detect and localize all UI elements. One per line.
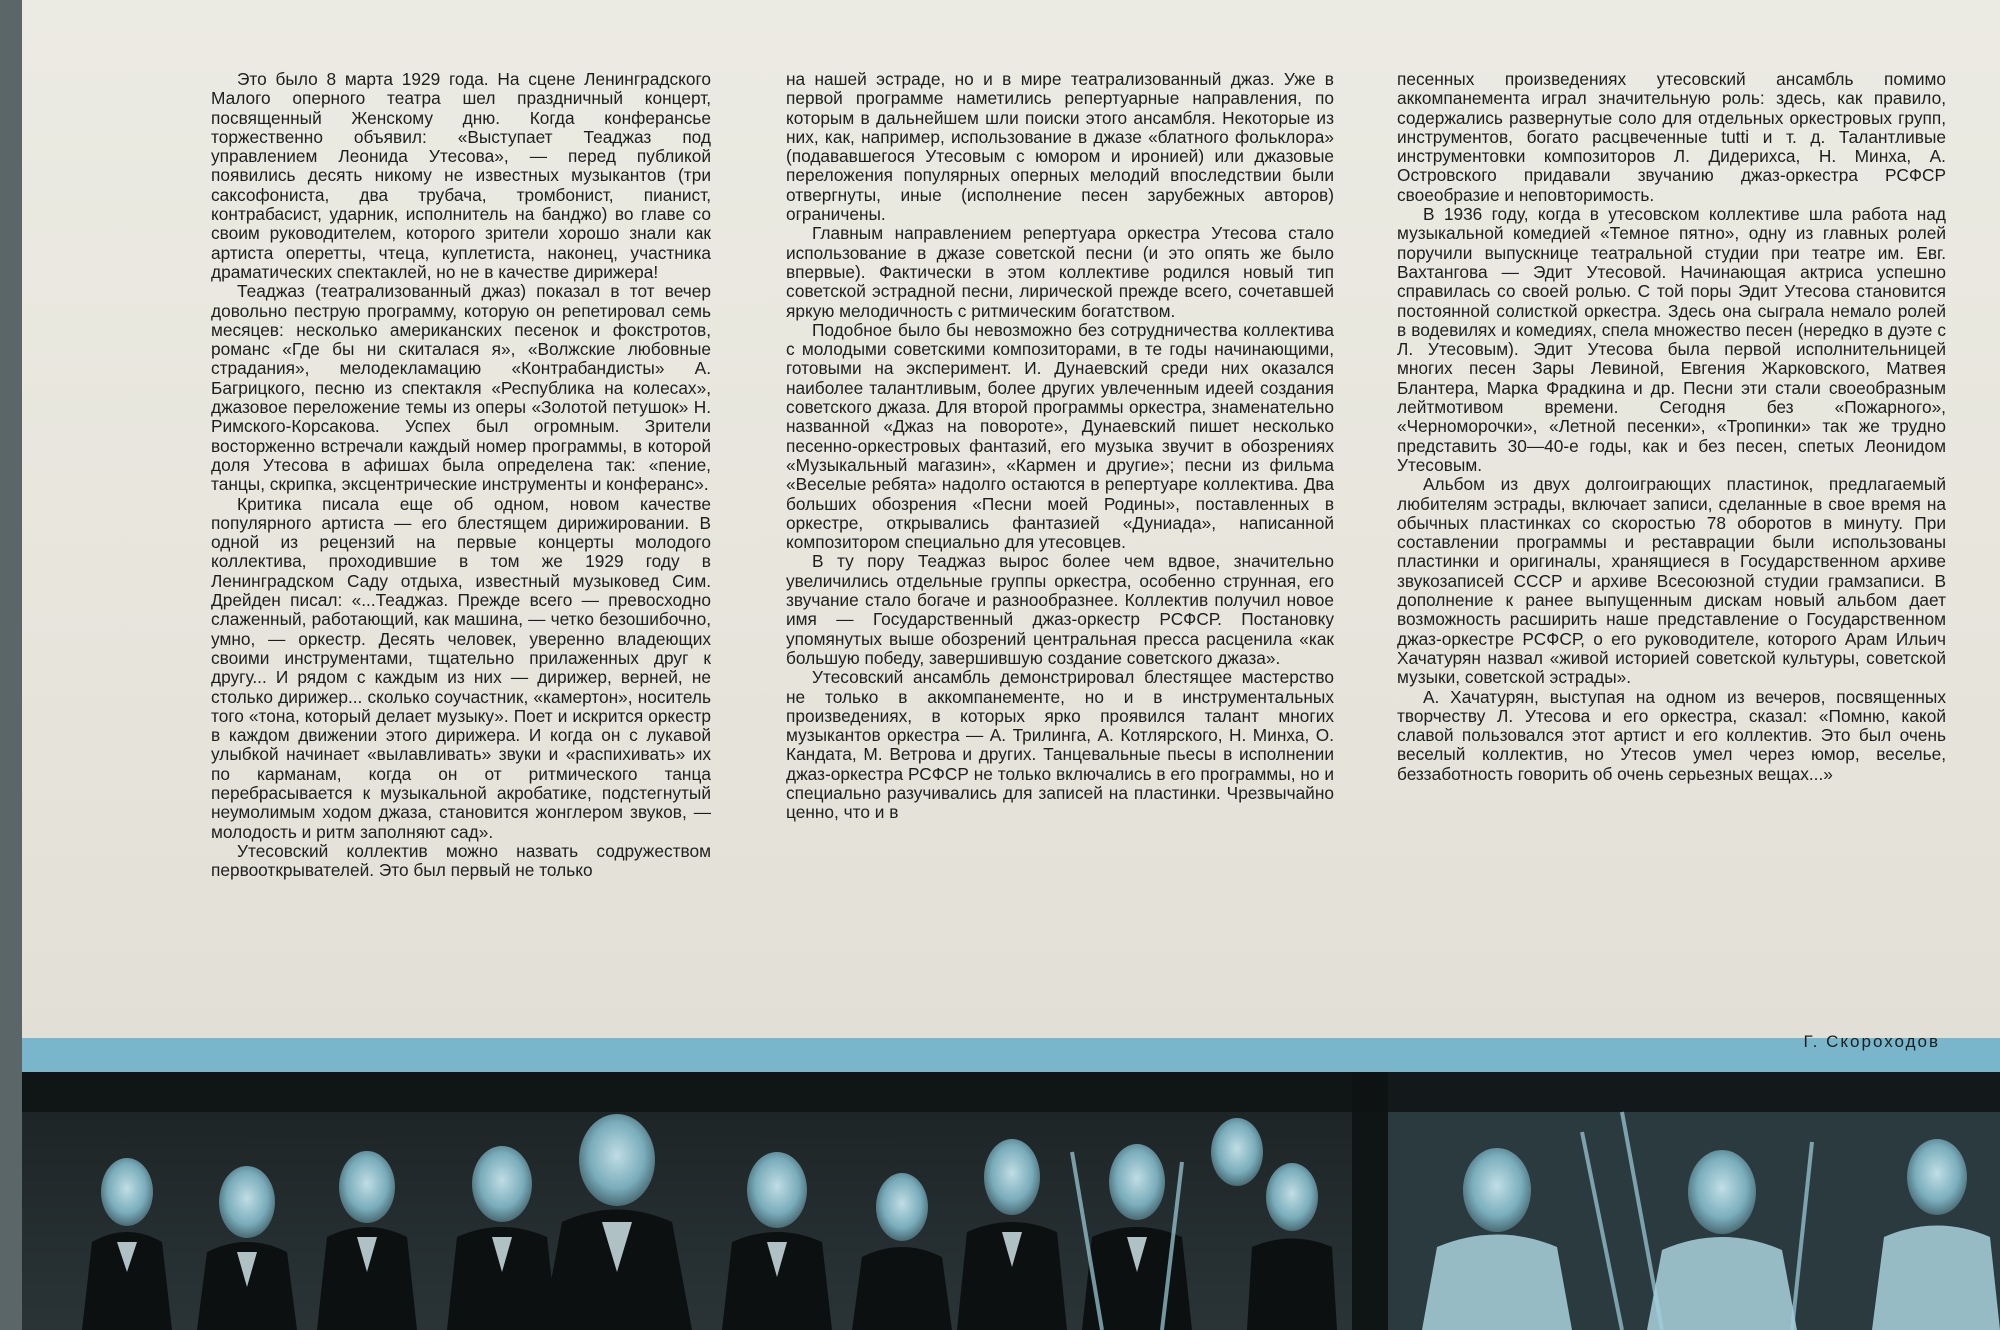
paragraph: Подобное было бы невозможно без сотрудничества коллектива с молодыми советскими композиторами, в те годы начинающими, готовыми на эксперимент. И. Дунаевский среди них оказался наиболее талантливым, более других увлеченным идеей создания советского джаза. Для второй программы оркестра, знаменательно названной «Джаз на повороте», Дунаевский пишет несколько песенно-оркестровых фантазий, его музыка звучит в обозрениях «Музыкальный магазин», «Кармен и другие»; песни из фильма «Веселые ребята» надолго остаются в репертуаре коллектива. Два больших обозрения «Песни моей Родины», поставленных в оркестре, открывались фантазией «Дуниада», написанной композитором специально для утесовцев.: [786, 319, 1334, 553]
orchestra-photo: [22, 1072, 2000, 1330]
paragraph-continued: песенных произведениях утесовский ансамбль помимо аккомпанемента играл значительную роль: здесь, как правило, содержались развернутые соло для отдельных оркестровых групп, инструментов, богато расцвеченные tutti и т. д. Талантливые инструментовки композиторов Л. Дидерихса, Н. Минха, А. Островского придавали звучанию джаз-оркестра РСФСР своеобразие и неповторимость.: [1397, 69, 1946, 205]
paragraph-continued: на нашей эстраде, но и в мире театрализованный джаз. Уже в первой программе наметились репертуарные направления, по которым в дальнейшем шли поиски этого ансамбля. Некоторые из них, как, например, использование в джазе «блатного фольклора» (подававшегося Утесовым с юмором и иронией) или джазовые переложения популярных оперных мелодий впоследствии были отвергнуты, иные (исполнение песен зарубежных авторов) ограничены.: [786, 69, 1334, 225]
paragraph: А. Хачатурян, выступая на одном из вечеров, посвященных творчеству Л. Утесова и его оркестра, сказал: «Помню, какой славой пользовался этот артист и его коллектив. Это был очень веселый коллектив, но Утесов умел через юмор, веселье, беззаботность говорить об очень серьезных вещах...»: [1397, 686, 1946, 784]
paragraph: В ту пору Теаджаз вырос более чем вдвое, значительно увеличились отдельные группы оркестра, особенно струнная, его звучание стало богаче и разнообразнее. Коллектив получил новое имя — Государственный джаз-оркестр РСФСР. Постановку упомянутых выше обозрений центральная пресса расценила «как большую победу, завершившую создание советского джаза».: [786, 551, 1334, 668]
article-column-3: [1397, 70, 1946, 784]
paragraph: Утесовский коллектив можно назвать содружеством первооткрывателей. Это был первый не только: [211, 840, 711, 881]
paragraph: Альбом из двух долгоиграющих пластинок, предлагаемый любителям эстрады, включает записи, сделанные в свое время на обычных пластинках со скоростью 78 оборотов в минуту. При составлении программы и реставрации были использованы пластинки и оригиналы, хранящиеся в Государственном архиве звукозаписей СССР и архиве Всесоюзной студии грамзаписи. В дополнение к ранее выпущенным дискам новый альбом дает возможность расширить наше представление о Государственном джаз-оркестре РСФСР, о его руководителе, которого Арам Ильич Хачатурян назвал «живой историей советской культуры, советской музыки, советской эстрады».: [1397, 474, 1946, 688]
paragraph: Это было 8 марта 1929 года. На сцене Ленинградского Малого оперного театра шел праздничный концерт, посвященный Женскому дню. Когда конферансье торжественно объявил: «Выступает Теаджаз под управлением Леонида Утесова», — перед публикой появились десять никому не известных музыкантов (три саксофониста, два трубача, тромбонист, пианист, контрабасист, ударник, исполнитель на банджо) во главе со своим руководителем, которого зрители хорошо знали как артиста оперетты, чтеца, куплетиста, наконец, участника драматических спектаклей, но не в качестве дирижера!: [211, 69, 711, 282]
author-signature: Г. Скороходов: [1803, 1032, 1940, 1051]
paragraph: Утесовский ансамбль демонстрировал блестящее мастерство не только в аккомпанементе, но и в инструментальных произведениях, в которых ярко проявился талант многих музыкантов оркестра — А. Трилинга, А. Котлярского, Н. Минха, О. Кандата, М. Ветрова и других. Танцевальные пьесы в исполнении джаз-оркестра РСФСР не только включались в его программы, но и специально разучивались для записей на пластинки. Чрезвычайно ценно, что и в: [786, 667, 1334, 823]
paragraph: В 1936 году, когда в утесовском коллективе шла работа над музыкальной комедией «Темное пятно», одну из главных ролей поручили выпускнице театральной студии при театре им. Евг. Вахтангова — Эдит Утесовой. Начинающая актриса успешно справилась со своей ролью. С той поры Эдит Утесова становится постоянной солисткой оркестра. Здесь она сыграла немало ролей в водевилях и комедиях, спела множество песен (нередко в дуэте с Л. Утесовым). Эдит Утесова была первой исполнительницей многих песен Зары Левиной, Евгения Жарковского, Матвея Блантера, Марка Фрадкина и др. Песни эти стали своеобразным лейтмотивом времени. Сегодня без «Пожарного», «Черноморочки», «Летной песенки», «Тропинки» так же трудно представить 30—40-е годы, как и без песен, спетых Леонидом Утесовым.: [1397, 204, 1946, 475]
orchestra-photo-image: [22, 1072, 2000, 1330]
paragraph: Теаджаз (театрализованный джаз) показал в тот вечер довольно пеструю программу, которую он репетировал семь месяцев: несколько американских песенок и фокстротов, романс «Где бы ни скиталася я», «Волжские любовные страдания», мелодекламацию «Контрабандисты» А. Багрицкого, песню из спектакля «Республика на колесах», джазовое переложение темы из оперы «Золотой петушок» Н. Римского-Корсакова. Успех был огромным. Зрители восторженно встречали каждый номер программы, в которой доля Утесова в афишах была определена так: «пение, танцы, скрипка, эксцентрические инструменты и конферанс».: [211, 281, 711, 495]
paragraph: Критика писала еще об одном, новом качестве популярного артиста — его блестящем дирижировании. В одной из рецензий на первые концерты молодого коллектива, проходившие в том же 1929 году в Ленинградском Саду отдыха, известный музыковед Сим. Дрейден писал: «...Теаджаз. Прежде всего — превосходно слаженный, работающий, как машина, — четко безошибочно, умно, — оркестр. Десять человек, уверенно владеющих своими инструментами, тщательно прилаженных друг к другу... И рядом с каждым из них — дирижер, верней, не столько дирижер... сколько соучастник, «камертон», носитель того «тона, который делает музыку». Поет и искрится оркестр в каждом движении этого дирижера. И когда он с лукавой улыбкой начинает «вылавливать» звуки и «распихивать» их по карманам, когда он от ритмического танца перебрасывается к музыкальной акробатике, подстегнутый неумолимым ходом джаза, становится жонглером звуков, — молодость и ритм заполняют сад».: [211, 493, 711, 842]
article-column-1: [211, 70, 711, 880]
paragraph: Главным направлением репертуара оркестра Утесова стало использование в джазе советской песни (и это опять же было впервые). Фактически в этом коллективе родился новый тип советской эстрадной песни, лирической прежде всего, сочетавшей яркую мелодичность с ритмическим богатством.: [786, 223, 1334, 321]
article-column-2: [786, 70, 1334, 823]
